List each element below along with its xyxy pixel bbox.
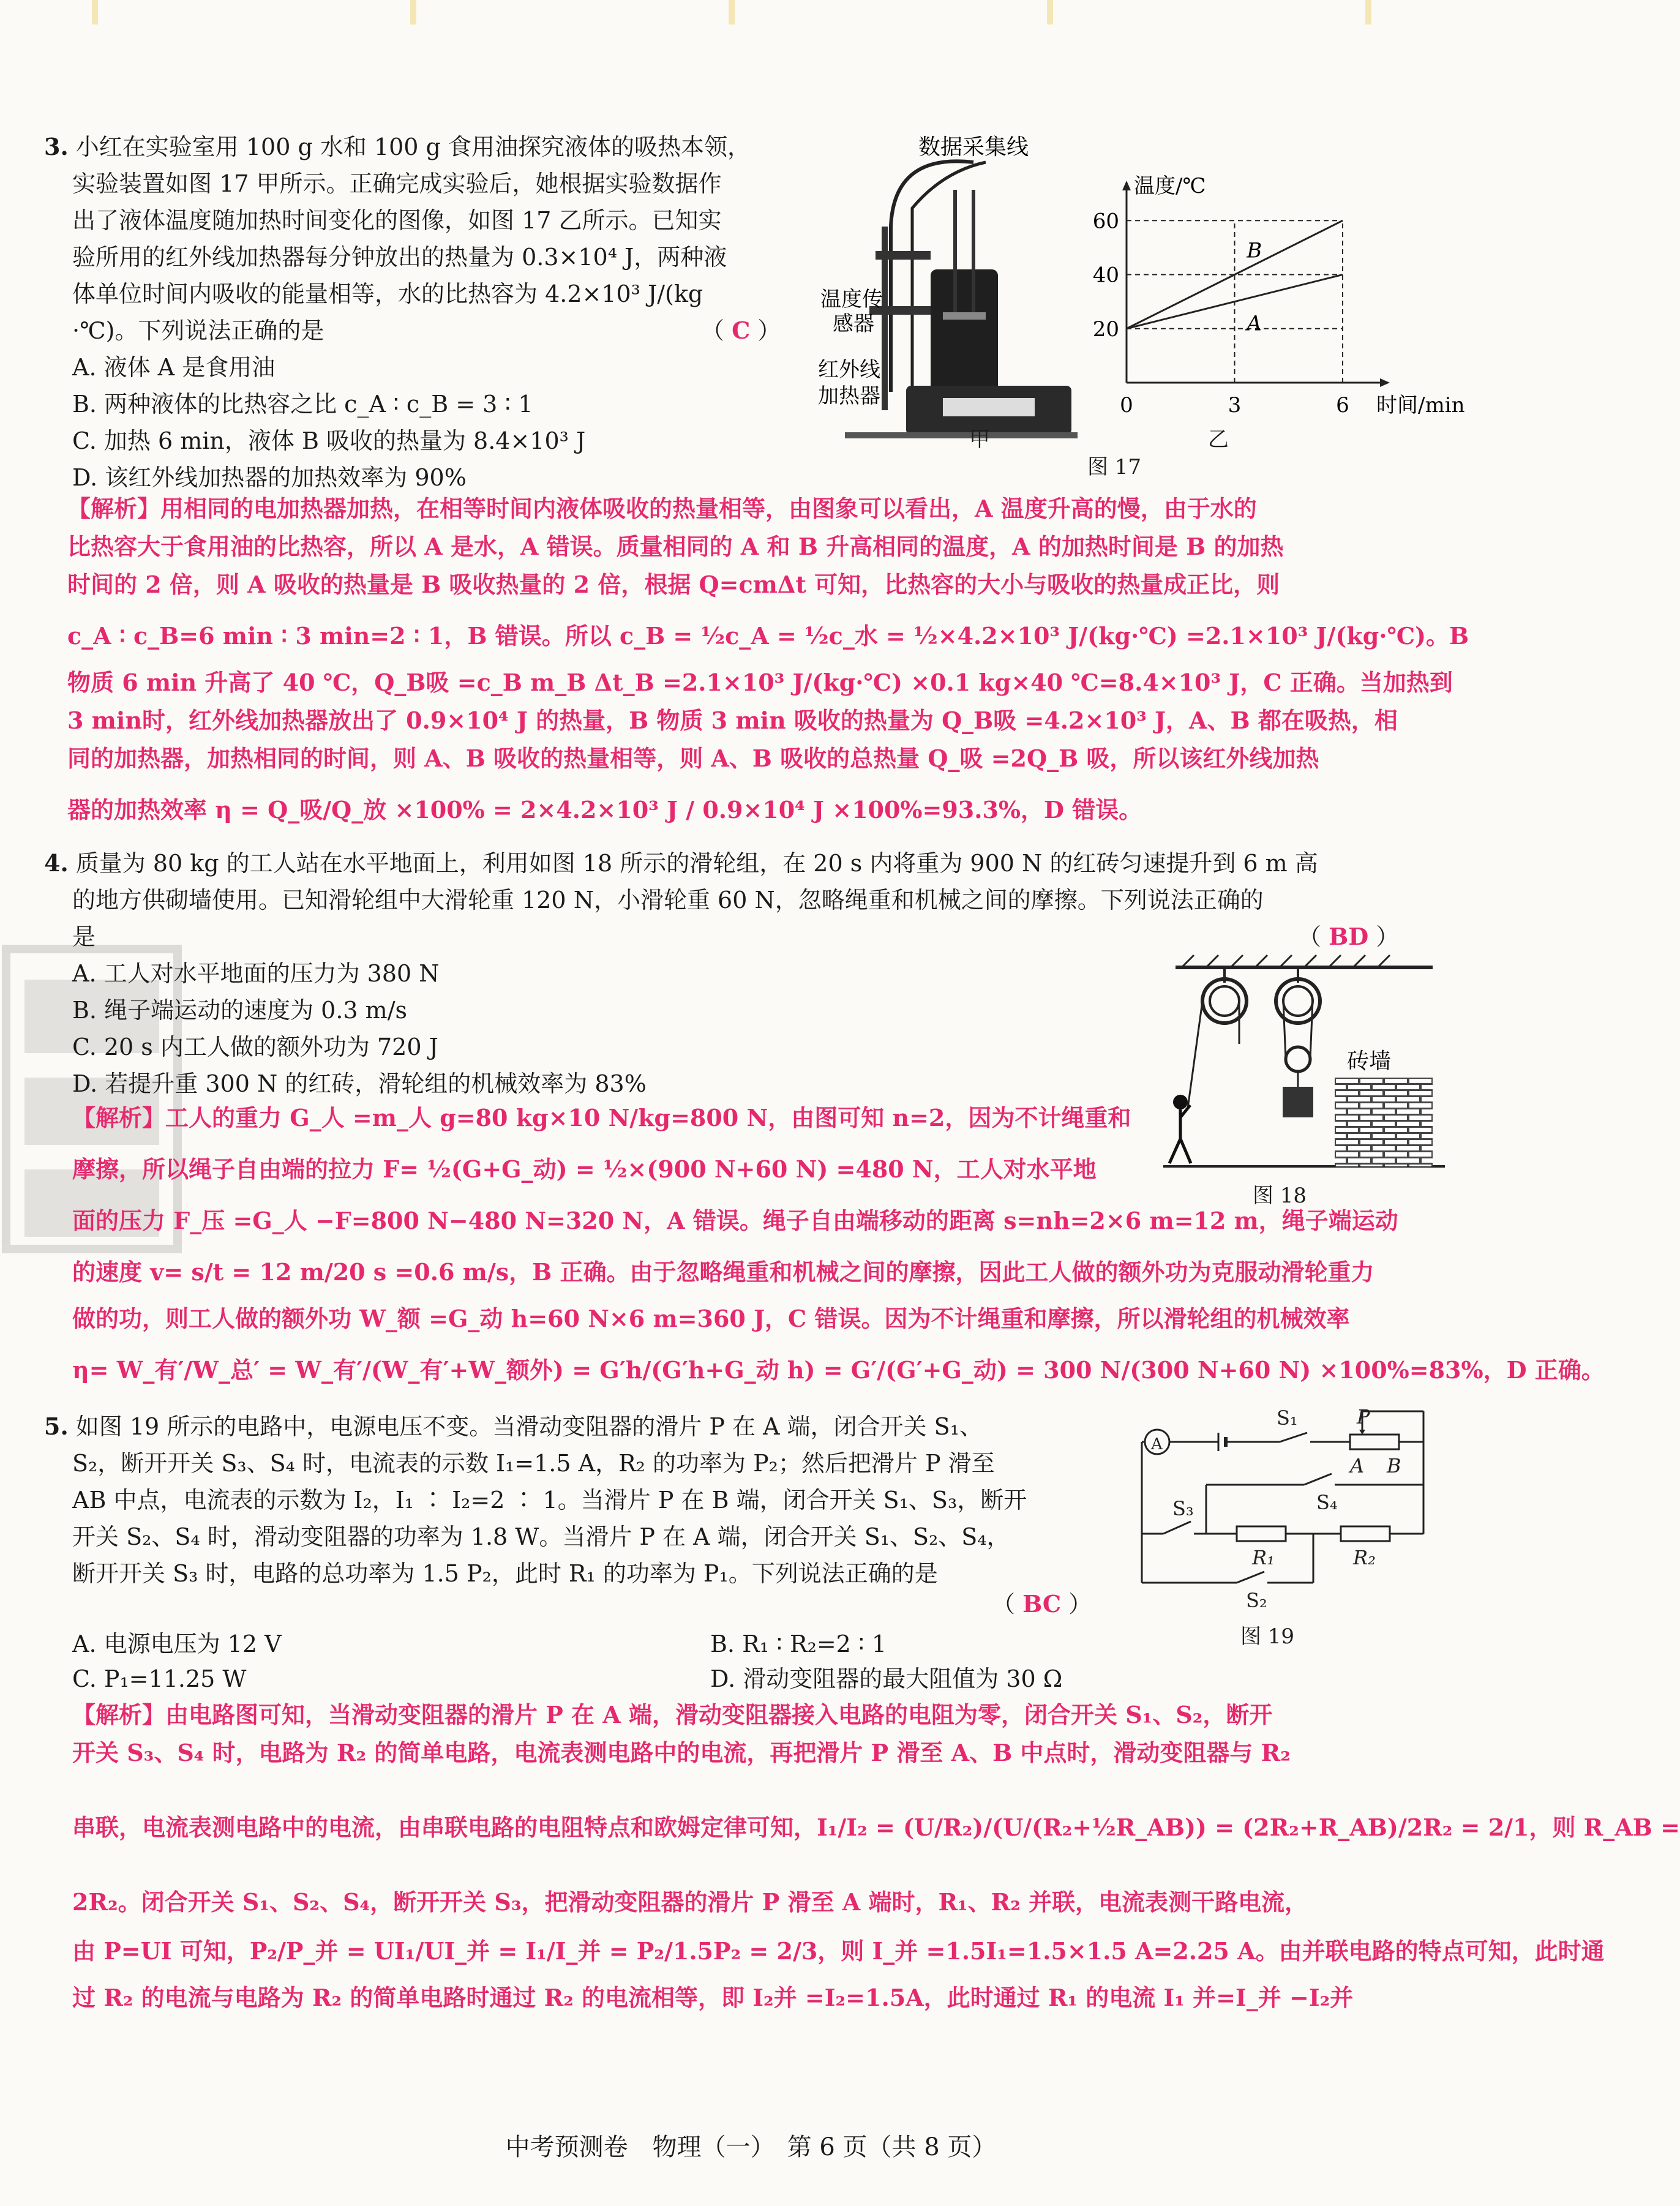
option-d: D. 该红外线加热器的加热效率为 90% [72,464,467,491]
y-tick-label: 60 [1092,209,1119,234]
x-tick-label: 0 [1120,393,1133,418]
switch-s4-label: S₄ [1316,1491,1338,1514]
analysis-line: 串联，电流表测电路中的电流，由串联电路的电阻特点和欧姆定律可知，I₁/I₂ = (U/R₂)/(U/(R₂+½R_AB)) = (2R₂+R_AB)/2R₂ = 2/1，则 R_AB = [72,1814,1680,1841]
analysis-line: 2R₂。闭合开关 S₁、S₂、S₄，断开开关 S₃，把滑动变阻器的滑片 P 滑至 A 端时，R₁、R₂ 并联，电流表测干路电流， [72,1888,1308,1916]
brick-wall-label: 砖墙 [1347,1049,1392,1074]
question-number: 3. [44,133,69,160]
stem-line: 小红在实验室用 100 g 水和 100 g 食用油探究液体的吸热本领， [75,133,751,160]
question-4-analysis [72,1099,1605,1389]
switch-s3-label: S₃ [1172,1497,1194,1520]
analysis-line: 工人的重力 G_人 =m_人 g=80 kg×10 N/kg=800 N，由图可知 n=2，因为不计绳重和 [165,1104,1131,1131]
figure-17-left-label: 甲 [969,427,990,452]
heater-label-line1: 红外线 [818,358,880,382]
analysis-line: 过 R₂ 的电流与电路为 R₂ 的简单电路时通过 R₂ 的电流相等，即 I₂并 =I₂=1.5A，此时通过 R₁ 的电流 I₁ 并=I_并 −I₂并 [72,1984,1354,2011]
figure-17-caption: 图 17 [1087,455,1142,479]
figure-19-circuit [1139,1405,1433,1626]
stem-line: AB 中点，电流表的示数为 I₂，I₁ ∶ I₂=2 ∶ 1。当滑片 P 在 B 端，闭合开关 S₁、S₃，断开 [72,1487,1027,1514]
question-5 [44,1408,1134,1592]
figure-19-caption: 图 19 [1240,1624,1295,1649]
question-5-analysis [72,1696,1680,2017]
analysis-line: 做的功，则工人做的额外功 W_额 =G_动 h=60 N×6 m=360 J，C 错误。因为不计绳重和摩擦，所以滑轮组的机械效率 [72,1305,1350,1332]
sensor-label-line1: 温度传 [820,287,883,312]
stem-line: 是 [72,923,96,950]
option-d: D. 若提升重 300 N 的红砖，滑轮组的机械效率为 83% [72,1070,647,1097]
x-axis-label: 时间/min [1376,393,1465,418]
page-footer: 中考预测卷 物理（一） 第 6 页（共 8 页） [505,2133,997,2161]
question-number: 5. [44,1413,69,1440]
stem-line: 的地方供砌墙使用。已知滑轮组中大滑轮重 120 N，小滑轮重 60 N，忽略绳重和机械之间的摩擦。下列说法正确的 [72,887,1264,914]
top-decoration [0,0,1502,24]
analysis-line: 面的压力 F_压 =G_人 −F=800 N−480 N=320 N，A 错误。绳子自由端移动的距离 s=nh=2×6 m=12 m，绳子端运动 [72,1207,1398,1234]
analysis-tag: 【解析】 [72,1701,166,1728]
option-c: C. 加热 6 min，液体 B 吸收的热量为 8.4×10³ J [72,427,586,454]
figure-17-chart [1078,174,1465,450]
stem-line: 质量为 80 kg 的工人站在水平地面上，利用如图 18 所示的滑轮组，在 20 s 内将重为 900 N 的红砖匀速提升到 6 m 高 [75,850,1318,877]
y-tick-label: 40 [1092,263,1119,288]
answer-bracket: （ BC ） [992,1590,1092,1618]
option-c: C. P₁=11.25 W [72,1665,247,1692]
analysis-line: 由电路图可知，当滑动变阻器的滑片 P 在 A 端，滑动变阻器接入电路的电阻为零，闭合开关 S₁、S₂，断开 [165,1701,1273,1728]
analysis-tag: 【解析】 [67,495,161,522]
stem-line: ·℃)。下列说法正确的是 [72,317,324,344]
analysis-line: 时间的 2 倍，则 A 吸收的热量是 B 吸收热量的 2 倍，根据 Q=cmΔt 可知，比热容的大小与吸收的热量成正比，则 [67,571,1280,598]
slider-p-label: P [1357,1405,1370,1428]
analysis-line: 摩擦，所以绳子自由端的拉力 F= ½(G+G_动) = ½×(900 N+60 N) =480 N，工人对水平地 [72,1155,1097,1183]
analysis-line: c_A ∶ c_B=6 min ∶ 3 min=2 ∶ 1，B 错误。所以 c_B = ½c_A = ½c_水 = ½×4.2×10³ J/(kg·℃) =2.1×10³ J/(kg·℃)。B [67,622,1469,650]
answer-bracket: （ C ） [701,317,781,344]
y-axis-arrow [1122,181,1131,190]
option-a: A. 工人对水平地面的压力为 380 N [72,960,440,987]
question-number: 4. [44,849,69,877]
analysis-line: 开关 S₃、S₄ 时，电路为 R₂ 的简单电路，电流表测电路中的电流，再把滑片 P 滑至 A、B 中点时，滑动变阻器与 R₂ [72,1739,1291,1766]
analysis-line: 比热容大于食用油的比热容，所以 A 是水，A 错误。质量相同的 A 和 B 升高相同的温度，A 的加热时间是 B 的加热 [67,533,1284,560]
switch-s1-label: S₁ [1277,1406,1298,1430]
analysis-line: 的速度 v= s/t = 12 m/20 s =0.6 m/s，B 正确。由于忽略绳重和机械之间的摩擦，因此工人做的额外功为克服动滑轮重力 [72,1258,1374,1286]
figure-17-right-label: 乙 [1208,427,1229,452]
analysis-tag: 【解析】 [72,1104,166,1131]
stem-line: 如图 19 所示的电路中，电源电压不变。当滑动变阻器的滑片 P 在 A 端，闭合开关 S₁、 [75,1413,983,1440]
x-axis-arrow [1380,378,1390,387]
terminal-b-label: B [1387,1454,1401,1477]
option-a: A. 电源电压为 12 V [72,1630,282,1657]
data-line-label: 数据采集线 [918,135,1029,160]
option-c: C. 20 s 内工人做的额外功为 720 J [72,1034,438,1060]
answer: BC [1022,1590,1062,1618]
figure-18-caption: 图 18 [1252,1184,1307,1208]
ammeter-label: A [1151,1435,1163,1454]
terminal-a-label: A [1350,1454,1365,1477]
heater-label-line2: 加热器 [818,384,880,408]
stem-line: 开关 S₂、S₄ 时，滑动变阻器的功率为 1.8 W。当滑片 P 在 A 端，闭合开关 S₁、S₂、S₄， [72,1523,1010,1550]
x-tick-label: 3 [1228,393,1242,418]
option-a: A. 液体 A 是食用油 [72,354,276,381]
resistor-r1-label: R₁ [1252,1546,1275,1569]
stem-line: 验所用的红外线加热器每分钟放出的热量为 0.3×10⁴ J，两种液 [72,244,727,271]
series-label-B: B [1247,238,1262,263]
stem-line: S₂，断开开关 S₃、S₄ 时，电流表的示数 I₁=1.5 A，R₂ 的功率为 P₂；然后把滑片 P 滑至 [72,1450,995,1477]
option-b: B. 两种液体的比热容之比 c_A ∶ c_B = 3 ∶ 1 [72,391,533,418]
switch-s2-label: S₂ [1246,1589,1267,1612]
analysis-line: 同的加热器，加热相同的时间，则 A、B 吸收的热量相等，则 A、B 吸收的总热量 Q_吸 =2Q_B 吸，所以该红外线加热 [67,745,1319,772]
analysis-line: 物质 6 min 升高了 40 ℃，Q_B吸 =c_B m_B Δt_B =2.1×10³ J/(kg·℃) ×0.1 kg×40 ℃=8.4×10³ J，C 正确。当加热到 [67,669,1453,696]
figure-17-apparatus [820,129,1078,441]
sensor-label-line2: 感器 [833,312,874,336]
option-d: D. 滑动变阻器的最大阻值为 30 Ω [710,1665,1063,1692]
series-label-A: A [1247,311,1262,336]
y-axis-label: 温度/℃ [1134,174,1206,198]
resistor-r2-label: R₂ [1353,1546,1376,1569]
stem-line: 出了液体温度随加热时间变化的图像，如图 17 乙所示。已知实 [72,207,722,234]
answer-bracket: （ BD ） [1298,923,1400,950]
analysis-line: 3 min时，红外线加热器放出了 0.9×10⁴ J 的热量，B 物质 3 min 吸收的热量为 Q_B吸 =4.2×10³ J，A、B 都在吸热，相 [67,707,1398,734]
y-tick-label: 20 [1092,317,1119,342]
analysis-line: 由 P=UI 可知，P₂/P_并 = UI₁/UI_并 = I₁/I_并 = P₂/1.5P₂ = 2/3，则 I_并 =1.5I₁=1.5×1.5 A=2.25 A。由并联电路的特点可知，此时通 [72,1937,1605,1965]
answer: C [732,317,751,344]
stem-line: 体单位时间内吸收的能量相等，水的比热容为 4.2×10³ J/(kg [72,280,703,307]
analysis-line: 器的加热效率 η = Q_吸/Q_放 ×100% = 2×4.2×10³ J / 0.9×10⁴ J ×100%=93.3%，D 错误。 [67,796,1142,823]
option-b: B. 绳子端运动的速度为 0.3 m/s [72,997,408,1024]
answer: BD [1329,923,1369,950]
option-b: B. R₁ ∶ R₂=2 ∶ 1 [710,1630,887,1657]
question-3-analysis [67,490,1476,829]
analysis-line: η= W_有′/W_总′ = W_有′/(W_有′+W_额外) = G′h/(G′h+G_动 h) = G′/(G′+G_动) = 300 N/(300 N+60 N) ×100%=83%，D 正确。 [72,1356,1605,1384]
stem-line: 实验装置如图 17 甲所示。正确完成实验后，她根据实验数据作 [72,170,722,197]
analysis-line: 用相同的电加热器加热，在相等时间内液体吸收的热量相等，由图象可以看出，A 温度升高的慢，由于水的 [160,495,1257,522]
x-tick-label: 6 [1336,393,1349,418]
stem-line: 断开开关 S₃ 时，电路的总功率为 1.5 P₂，此时 R₁ 的功率为 P₁。下列说法正确的是 [72,1560,938,1587]
